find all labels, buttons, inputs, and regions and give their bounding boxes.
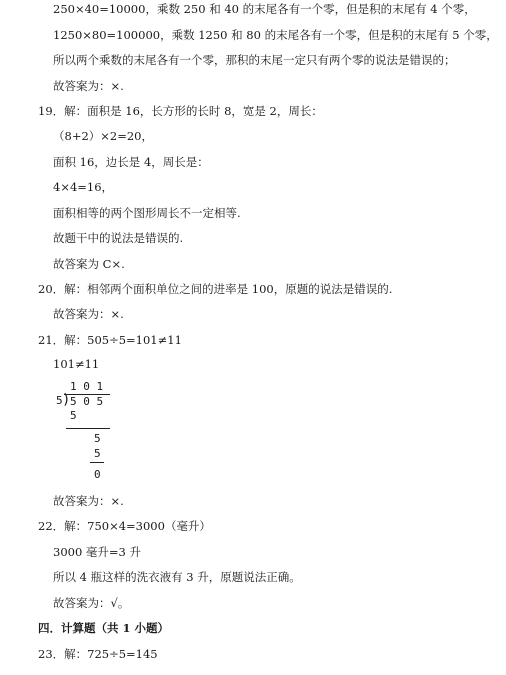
- text-line: 1250×80=100000，乘数 1250 和 80 的末尾各有一个零，但是积的末尾有 5 个零，: [53, 28, 498, 42]
- text-line: 故答案为：×.: [53, 494, 124, 508]
- text-line: 故答案为：√。: [53, 596, 130, 610]
- text-line: 故题干中的说法是错误的.: [53, 231, 184, 245]
- text-line: 所以 4 瓶这样的洗衣液有 3 升，原题说法正确。: [53, 570, 301, 584]
- text-line: 故答案为 C×.: [53, 257, 125, 271]
- section-heading: 四．计算题（共 1 小题）: [38, 621, 170, 635]
- division-divisor: 5: [56, 394, 63, 407]
- division-quotient: 1 0 1: [70, 380, 104, 393]
- division-low-bar: [90, 462, 104, 463]
- text-line: 故答案为：×.: [53, 79, 124, 93]
- question-20: 20．解：相邻两个面积单位之间的进率是 100，原题的说法是错误的.: [38, 282, 393, 296]
- long-division: 1 0 1 5 ) 5 0 5 5 5 5 0: [56, 380, 116, 490]
- question-21: 21．解：505÷5=101≠11: [38, 333, 182, 347]
- text-line: 4×4=16，: [53, 180, 114, 194]
- text-line: 3000 毫升=3 升: [53, 545, 142, 559]
- text-line: （8+2）×2=20，: [53, 129, 153, 143]
- text-line: 250×40=10000，乘数 250 和 40 的末尾各有一个零，但是积的末尾有 4 个零，: [53, 2, 476, 16]
- division-step2b: 5: [94, 447, 101, 460]
- division-mid-bar: [66, 428, 110, 429]
- text-line: 面积相等的两个图形周长不一定相等.: [53, 206, 241, 220]
- division-dividend: 5 0 5: [70, 395, 104, 408]
- division-remainder: 0: [94, 468, 101, 481]
- text-line: 101≠11: [53, 357, 100, 371]
- question-22: 22．解：750×4=3000（毫升）: [38, 519, 211, 533]
- question-23: 23．解：725÷5=145: [38, 647, 158, 661]
- text-line: 故答案为：×.: [53, 307, 124, 321]
- division-step2a: 5: [94, 432, 101, 445]
- question-19: 19．解：面积是 16，长方形的长时 8，宽是 2，周长：: [38, 104, 323, 118]
- division-step1: 5: [70, 409, 77, 422]
- text-line: 面积 16，边长是 4，周长是：: [53, 155, 209, 169]
- text-line: 所以两个乘数的末尾各有一个零，那积的末尾一定只有两个零的说法是错误的；: [53, 53, 456, 67]
